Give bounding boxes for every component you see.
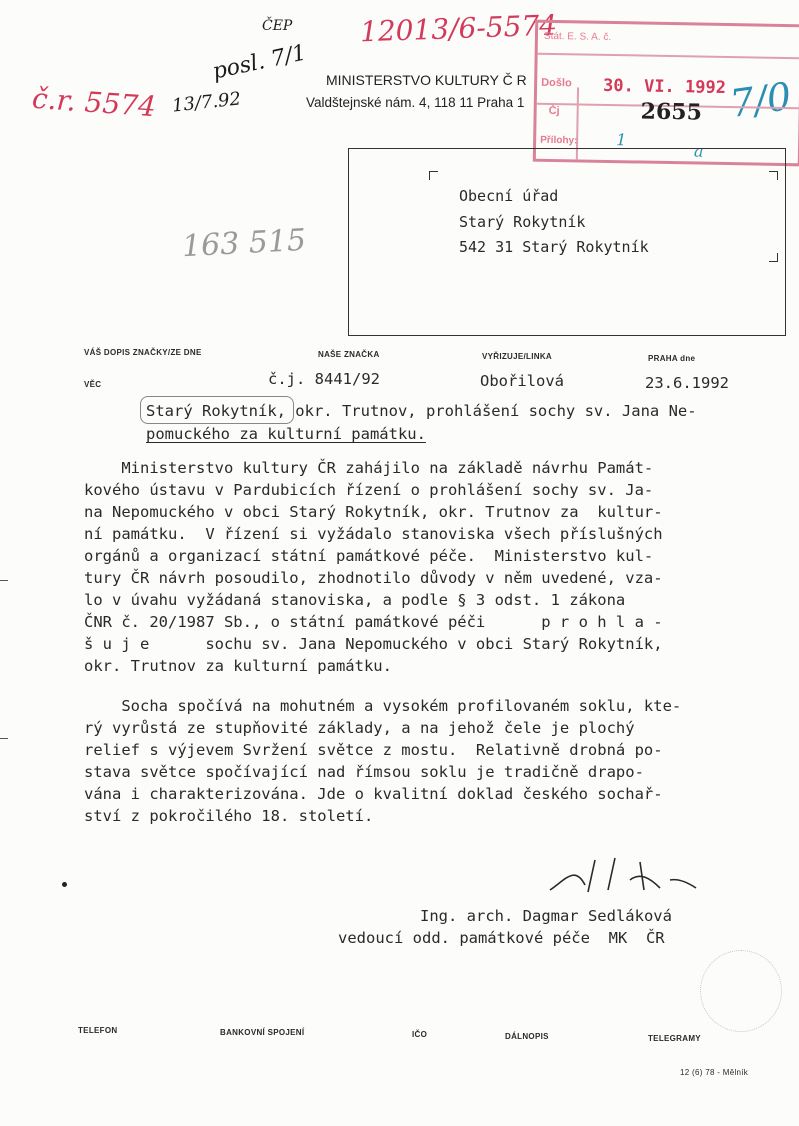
value-date: 23.6.1992 xyxy=(645,374,729,392)
recipient-line-3: 542 31 Starý Rokytník xyxy=(459,238,649,256)
body-line: Ministerstvo kultury ČR zahájilo na základě návrhu Památ- xyxy=(84,459,654,477)
corner-mark-top-left xyxy=(429,171,438,180)
body-line: Socha spočívá na mohutném a vysokém profilovaném soklu, kte- xyxy=(84,697,682,715)
footer-print-code: 12 (6) 78 - Mělník xyxy=(680,1068,749,1077)
stamp-prilohy-label: Přílohy: xyxy=(540,134,578,147)
round-stamp xyxy=(700,950,782,1032)
footer-ico: IČO xyxy=(412,1030,428,1039)
body-line: okr. Trutnov za kulturní památku. xyxy=(84,657,392,675)
body-line: tury ČR návrh posoudilo, zhodnotilo důvody v něm uvedené, vza- xyxy=(84,569,663,587)
value-nase-znacka: č.j. 8441/92 xyxy=(268,370,380,388)
stamp-header: Stát. E. S. A. č. xyxy=(543,30,612,43)
signature-scribble xyxy=(540,850,700,900)
body-line: rý vyrůstá ze stupňovité základy, a na jehož čele je plochý xyxy=(84,719,635,737)
label-vas-dopis: VÁŠ DOPIS ZNAČKY/ZE DNE xyxy=(84,348,202,357)
stamp-cj-label: Čj xyxy=(548,104,560,118)
handwritten-ref-number: 12013/6-5574 xyxy=(359,8,558,49)
stamp-dosle-label: Došlo xyxy=(541,76,572,90)
handwritten-cr: č.r. 5574 xyxy=(30,81,157,124)
stamp-suffix: a xyxy=(693,141,704,161)
body-line: ství z pokročilého 18. století. xyxy=(84,807,374,825)
corner-mark-bottom-right xyxy=(769,253,778,262)
label-praha: PRAHA dne xyxy=(648,354,696,363)
corner-mark-top-right xyxy=(769,171,778,180)
ministry-address: Valdštejnské nám. 4, 118 11 Praha 1 xyxy=(306,95,525,110)
handwritten-cep: ČEP xyxy=(262,18,293,34)
recipient-box xyxy=(348,148,786,336)
ministry-name: MINISTERSTVO KULTURY Č R xyxy=(326,72,527,88)
body-line: kového ústavu v Pardubicích řízení o prohlášení sochy sv. Ja- xyxy=(84,481,654,499)
label-vec: VĚC xyxy=(84,380,102,389)
body-line: vána i charakterizována. Jde o kvalitní doklad českého sochař- xyxy=(84,785,663,803)
body-line: ČNR č. 20/1987 Sb., o státní památkové péči p r o h l a - xyxy=(84,613,663,631)
signature-title: vedoucí odd. památkové péče MK ČR xyxy=(338,929,665,947)
label-nase-znacka: NAŠE ZNAČKA xyxy=(318,350,380,359)
body-line: š u j e sochu sv. Jana Nepomuckého v obci Starý Rokytník, xyxy=(84,635,663,653)
fold-mark xyxy=(0,580,8,581)
stamp-dosle-value: 30. VI. 1992 xyxy=(602,75,727,99)
recipient-line-1: Obecní úřad xyxy=(459,187,559,205)
footer-dalnopis: DÁLNOPIS xyxy=(505,1032,549,1041)
body-line: relief s výjevem Svržení světce z mostu. Relativně drobná po- xyxy=(84,741,663,759)
handwritten-posl: posl. 7/1 xyxy=(210,40,309,85)
stamp-number: 2655 xyxy=(640,98,703,126)
punch-dot xyxy=(62,882,67,887)
stamp-divider xyxy=(538,53,799,60)
value-vyrizuje: Obořilová xyxy=(480,372,564,390)
signature-name: Ing. arch. Dagmar Sedláková xyxy=(420,907,672,925)
blue-mark: 7/0 xyxy=(727,73,794,127)
registry-stamp xyxy=(533,20,799,167)
pencil-number: 163 515 xyxy=(181,222,307,265)
stamp-prilohy-value: 1 xyxy=(616,130,627,150)
fold-mark xyxy=(0,738,8,739)
body-line: stava světce spočívající nad římsou soklu je tradičně drapo- xyxy=(84,763,644,781)
body-line: na Nepomuckého v obci Starý Rokytník, okr. Trutnov za kultur- xyxy=(84,503,663,521)
recipient-line-2: Starý Rokytník xyxy=(459,213,586,231)
subject-line-1: Starý Rokytník, okr. Trutnov, prohlášení sochy sv. Jana Ne- xyxy=(146,402,697,420)
body-line: lo v úvahu vyžádaná stanoviska, a podle § 3 odst. 1 zákona xyxy=(84,591,626,609)
body-line: orgánů a organizací státní památkové péče. Ministerstvo kul- xyxy=(84,547,654,565)
subject-underline-mark xyxy=(140,396,294,424)
footer-telegramy: TELEGRAMY xyxy=(648,1034,701,1043)
subject-line-2: pomuckého za kulturní památku. xyxy=(146,425,426,443)
body-line: ní památku. V řízení si vyžádalo stanoviska všech příslušných xyxy=(84,525,663,543)
label-vyrizuje: VYŘIZUJE/LINKA xyxy=(482,352,552,361)
footer-bankovni: BANKOVNÍ SPOJENÍ xyxy=(220,1028,305,1037)
handwritten-date: 13/7.92 xyxy=(171,88,242,117)
footer-telefon: TELEFON xyxy=(78,1026,118,1035)
